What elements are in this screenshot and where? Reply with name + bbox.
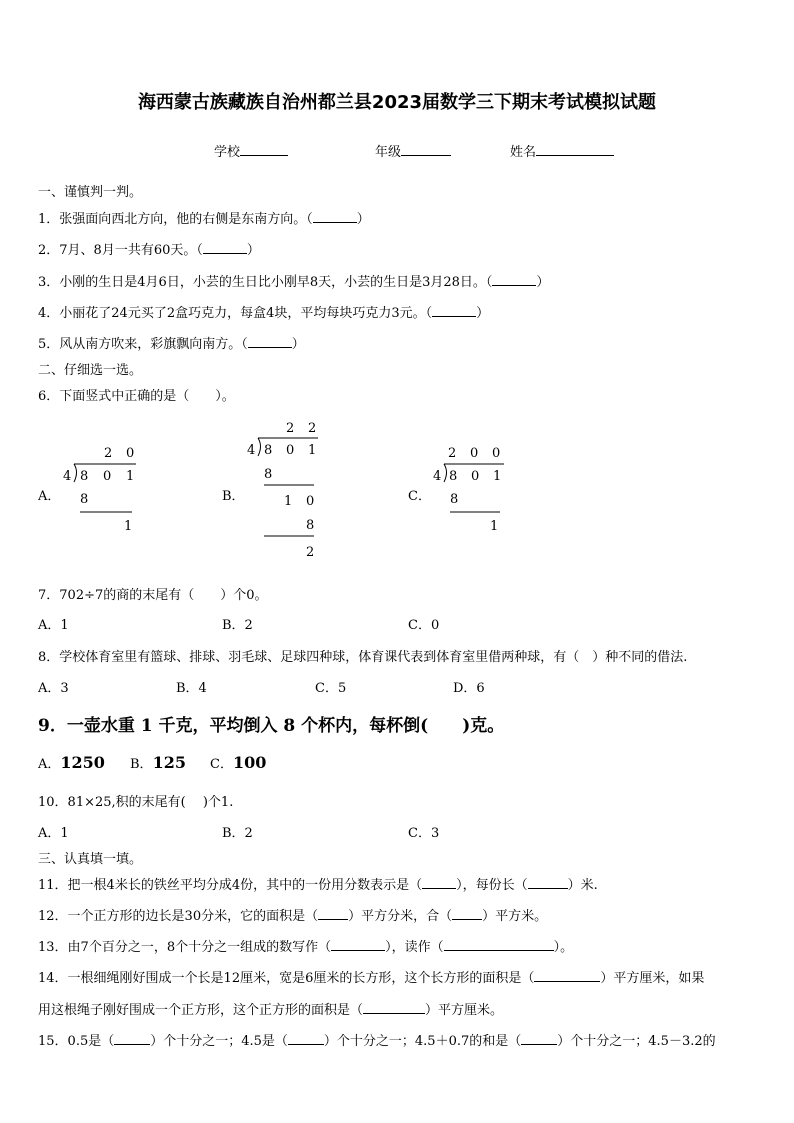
grade-blank[interactable] — [401, 142, 451, 156]
dividend-digit: 8 — [264, 443, 273, 458]
quotient-digit: 2 — [104, 446, 113, 461]
question-15-text: ）个十分之一；4.5是（ — [150, 1034, 288, 1049]
close-paren: ） — [356, 212, 370, 227]
question-12-text: ）平方分米，合（ — [348, 909, 453, 924]
quotient-digit: 0 — [470, 446, 479, 461]
section-3-heading: 三、认真填一填。 — [38, 852, 143, 867]
name-label: 姓名 — [510, 145, 537, 160]
question-12-text: ）平方米。 — [482, 909, 548, 924]
q6-option-c-label[interactable]: C． — [408, 489, 431, 504]
question-1 — [38, 208, 370, 227]
question-14-continued — [38, 999, 503, 1018]
answer-blank-3[interactable] — [492, 273, 536, 286]
answer-blank-14a[interactable] — [534, 969, 600, 982]
divisor: 4 — [433, 469, 442, 484]
step-digit: 1 — [284, 494, 293, 509]
school-label: 学校 — [214, 145, 241, 160]
q8-option-a[interactable]: A．3 — [38, 681, 69, 696]
question-15 — [38, 1030, 716, 1049]
question-11-text: ）米. — [567, 878, 598, 893]
close-paren: ） — [476, 306, 490, 321]
question-13-text: ），读作（ — [385, 940, 444, 955]
option-label: B． — [130, 757, 153, 772]
step-digit: 8 — [264, 467, 273, 482]
page-title: 海西蒙古族藏族自治州都兰县2023届数学三下期末考试模拟试题 — [137, 92, 657, 113]
question-7: 7．702÷7的商的末尾有（ ）个0。 — [38, 588, 268, 603]
step-digit: 8 — [80, 492, 89, 507]
dividend-digit: 0 — [471, 469, 480, 484]
q9-option-c[interactable] — [210, 753, 266, 772]
question-4-text: 4．小丽花了24元买了2盒巧克力，每盒4块，平均每块巧克力3元。（ — [38, 306, 433, 321]
q6-option-a-division — [58, 442, 148, 536]
q7-option-b[interactable]: B．2 — [222, 618, 253, 633]
question-14-text: 14．一根细绳刚好围成一个长是12厘米，宽是6厘米的长方形，这个长方形的面积是（ — [38, 971, 535, 986]
question-15-text: ）个十分之一；4.5＋0.7的和是（ — [323, 1034, 522, 1049]
question-12 — [38, 905, 547, 924]
question-11-text: ），每份长（ — [456, 878, 528, 893]
q10-option-b[interactable]: B．2 — [222, 826, 253, 841]
question-13 — [38, 936, 573, 955]
question-13-text: 13．由7个百分之一，8个十分之一组成的数写作（ — [38, 940, 332, 955]
quotient-digit: 0 — [492, 446, 501, 461]
section-2-heading: 二、仔细选一选。 — [38, 363, 143, 378]
answer-blank-1[interactable] — [313, 210, 357, 223]
answer-blank-12b[interactable] — [452, 907, 482, 920]
option-label: A． — [38, 757, 61, 772]
question-9: 9．一壶水重 1 千克，平均倒入 8 个杯内，每杯倒( )克。 — [38, 716, 505, 736]
division-bracket — [74, 464, 77, 482]
question-3-text: 3．小刚的生日是4月6日，小芸的生日比小刚早8天，小芸的生日是3月28日。（ — [38, 275, 493, 290]
close-paren: ） — [291, 337, 305, 352]
answer-blank-15c[interactable] — [521, 1032, 557, 1045]
remainder: 1 — [124, 519, 133, 534]
quotient-digit: 0 — [126, 446, 135, 461]
dividend-digit: 0 — [103, 469, 112, 484]
question-12-text: 12．一个正方形的边长是30分米，它的面积是（ — [38, 909, 319, 924]
dividend-digit: 0 — [286, 443, 295, 458]
dividend-digit: 8 — [80, 469, 89, 484]
answer-blank-5[interactable] — [248, 335, 292, 348]
q10-option-c[interactable]: C．3 — [408, 826, 440, 841]
option-value: 1250 — [60, 753, 105, 772]
q6-option-a-label[interactable]: A． — [38, 489, 61, 504]
quotient-digit: 2 — [286, 421, 295, 436]
division-bracket — [258, 438, 261, 456]
option-value: 125 — [152, 753, 186, 772]
question-13-text: ）。 — [553, 940, 574, 955]
question-15-text: ）个十分之一；4.5－3.2的 — [557, 1034, 716, 1049]
question-3 — [38, 271, 549, 290]
answer-blank-14b[interactable] — [363, 1001, 425, 1014]
question-1-text: 1．张强面向西北方向，他的右侧是东南方向。（ — [38, 212, 313, 227]
school-field — [214, 141, 288, 160]
q9-option-a[interactable] — [38, 753, 105, 772]
q8-option-b[interactable]: B．4 — [176, 681, 207, 696]
grade-field — [375, 141, 451, 160]
option-value: 100 — [232, 753, 267, 772]
question-2-text: 2．7月、8月一共有60天。（ — [38, 243, 203, 258]
q10-option-a[interactable]: A．1 — [38, 826, 69, 841]
question-14-text: ）平方厘米，如果 — [600, 971, 705, 986]
remainder: 2 — [306, 545, 315, 560]
close-paren: ） — [536, 275, 550, 290]
q6-option-b-division — [242, 416, 332, 562]
answer-blank-13b[interactable] — [444, 938, 554, 951]
question-14-text: ）平方厘米。 — [425, 1003, 504, 1018]
answer-blank-11a[interactable] — [422, 876, 456, 889]
section-1-heading: 一、谨慎判一判。 — [38, 185, 143, 200]
option-label: C． — [210, 757, 233, 772]
dividend-digit: 1 — [126, 469, 135, 484]
answer-blank-4[interactable] — [432, 304, 476, 317]
question-4 — [38, 302, 489, 321]
question-6: 6．下面竖式中正确的是（ ）。 — [38, 389, 235, 404]
q8-option-d[interactable]: D．6 — [453, 681, 485, 696]
name-blank[interactable] — [536, 142, 614, 156]
answer-blank-15a[interactable] — [114, 1032, 150, 1045]
question-2 — [38, 239, 260, 258]
close-paren: ） — [246, 243, 260, 258]
quotient-digit: 2 — [448, 446, 457, 461]
q7-option-c[interactable]: C．0 — [408, 618, 440, 633]
school-blank[interactable] — [240, 142, 288, 156]
question-5 — [38, 333, 305, 352]
dividend-digit: 1 — [493, 469, 502, 484]
divisor: 4 — [247, 443, 256, 458]
dividend-digit: 1 — [308, 443, 317, 458]
answer-blank-11b[interactable] — [528, 876, 568, 889]
grade-label: 年级 — [375, 145, 402, 160]
question-14 — [38, 967, 704, 986]
divisor: 4 — [63, 469, 72, 484]
dividend-digit: 8 — [449, 469, 458, 484]
question-14-text: 用这根绳子刚好围成一个正方形，这个正方形的面积是（ — [38, 1003, 364, 1018]
answer-blank-2[interactable] — [203, 241, 247, 254]
question-11 — [38, 874, 598, 893]
question-15-text: 15．0.5是（ — [38, 1034, 115, 1049]
step-digit: 8 — [306, 518, 315, 533]
step-digit: 8 — [450, 492, 459, 507]
remainder: 1 — [490, 519, 499, 534]
question-5-text: 5．风从南方吹来，彩旗飘向南方。（ — [38, 337, 248, 352]
answer-blank-15b[interactable] — [288, 1032, 324, 1045]
q6-option-c-division — [428, 442, 518, 536]
q8-option-c[interactable]: C．5 — [315, 681, 347, 696]
question-11-text: 11．把一根4米长的铁丝平均分成4份，其中的一份用分数表示是（ — [38, 878, 423, 893]
quotient-digit: 2 — [308, 421, 317, 436]
answer-blank-13a[interactable] — [331, 938, 385, 951]
question-8: 8．学校体育室里有篮球、排球、羽毛球、足球四种球，体育课代表到体育室里借两种球，有（ ）种不同的借法. — [38, 650, 688, 665]
q9-option-b[interactable] — [130, 753, 186, 772]
name-field — [510, 141, 614, 160]
division-bracket — [444, 464, 447, 482]
q7-option-a[interactable]: A．1 — [38, 618, 69, 633]
q6-option-b-label[interactable]: B． — [222, 489, 245, 504]
question-10: 10．81×25,积的末尾有( )个1. — [38, 795, 234, 810]
step-digit: 0 — [306, 494, 315, 509]
answer-blank-12a[interactable] — [318, 907, 348, 920]
